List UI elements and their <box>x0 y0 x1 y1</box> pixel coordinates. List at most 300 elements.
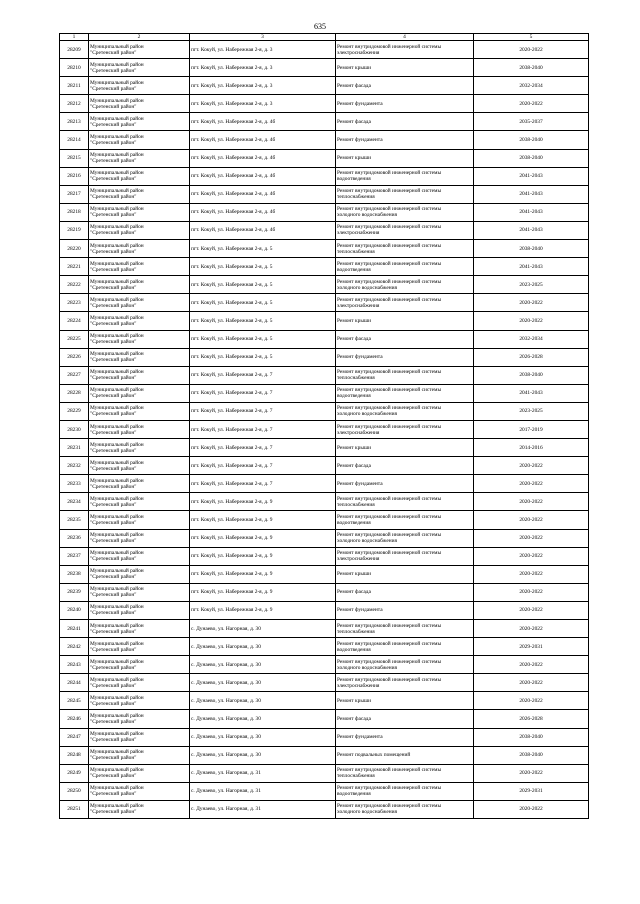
row-number-cell: 28242 <box>60 638 89 656</box>
municipality-cell <box>89 131 190 149</box>
address-cell: пгт. Кокуй, ул. Набережная 2-я, д. 9 <box>190 511 336 529</box>
municipality-cell <box>89 457 190 475</box>
municipality-cell <box>89 638 190 656</box>
period-cell: 2032-2034 <box>474 330 589 348</box>
work-type-cell <box>336 583 474 601</box>
municipality-line: Муниципальный район <box>90 206 144 213</box>
work-type-line: холодного водоснабжения <box>337 284 397 291</box>
work-type-line: электроснабжения <box>337 49 380 56</box>
row-number-cell: 28232 <box>60 457 89 475</box>
row-number-cell: 28217 <box>60 185 89 203</box>
work-type-line: Ремонт внутридомовой инженерной системы <box>337 622 442 629</box>
table-row <box>60 149 589 167</box>
municipality-line: "Сретенский район" <box>90 284 137 291</box>
row-number-cell: 28229 <box>60 402 89 420</box>
work-type-line: Ремонт фасада <box>337 82 371 89</box>
table-row <box>60 583 589 601</box>
work-type-cell <box>336 41 474 59</box>
period-cell: 2020-2022 <box>474 764 589 782</box>
table-row <box>60 764 589 782</box>
row-number-cell: 28215 <box>60 149 89 167</box>
period-cell: 2017-2019 <box>474 420 589 438</box>
work-type-cell <box>336 656 474 674</box>
work-type-line: теплоснабжения <box>337 375 375 382</box>
table-row <box>60 674 589 692</box>
municipality-line: "Сретенский район" <box>90 501 137 508</box>
table-row <box>60 620 589 638</box>
table-row <box>60 782 589 800</box>
table-row <box>60 728 589 746</box>
address-cell: пгт. Кокуй, ул. Набережная 2-я, д. 7 <box>190 420 336 438</box>
work-type-line: водоотведения <box>337 791 371 798</box>
municipality-cell <box>89 77 190 95</box>
table-row <box>60 529 589 547</box>
address-cell: пгт. Кокуй, ул. Набережная 2-я, д. 7 <box>190 457 336 475</box>
period-cell: 2020-2022 <box>474 620 589 638</box>
municipality-cell <box>89 384 190 402</box>
row-number-cell: 28249 <box>60 764 89 782</box>
table-row <box>60 511 589 529</box>
work-type-line: Ремонт внутридомовой инженерной системы <box>337 532 442 539</box>
municipality-line: "Сретенский район" <box>90 248 137 255</box>
municipality-line: "Сретенский район" <box>90 737 137 744</box>
municipality-line: "Сретенский район" <box>90 212 137 219</box>
table-row <box>60 59 589 77</box>
municipality-line: Муниципальный район <box>90 314 144 321</box>
work-type-cell <box>336 348 474 366</box>
table-row <box>60 312 589 330</box>
municipality-line: Муниципальный район <box>90 369 144 376</box>
municipality-cell <box>89 746 190 764</box>
address-cell: пгт. Кокуй, ул. Набережная 2-я, д. 5 <box>190 276 336 294</box>
address-cell: пгт. Кокуй, ул. Набережная 2-я, д. 4б <box>190 113 336 131</box>
work-type-line: Ремонт фундамента <box>337 354 383 361</box>
municipality-cell <box>89 366 190 384</box>
work-type-line: Ремонт внутридомовой инженерной системы <box>337 188 442 195</box>
work-type-cell <box>336 746 474 764</box>
municipality-line: "Сретенский район" <box>90 610 137 617</box>
period-cell: 2020-2022 <box>474 41 589 59</box>
row-number-cell: 28224 <box>60 312 89 330</box>
municipality-cell <box>89 185 190 203</box>
municipality-cell <box>89 710 190 728</box>
work-type-line: Ремонт внутридомовой инженерной системы <box>337 278 442 285</box>
table-row <box>60 258 589 276</box>
work-type-cell <box>336 674 474 692</box>
municipality-line: Муниципальный район <box>90 296 144 303</box>
work-type-cell <box>336 529 474 547</box>
period-cell: 2038-2040 <box>474 131 589 149</box>
work-type-line: электроснабжения <box>337 556 380 563</box>
work-type-line: Ремонт внутридомовой инженерной системы <box>337 785 442 792</box>
work-type-line: Ремонт внутридомовой инженерной системы <box>337 676 442 683</box>
table-row <box>60 167 589 185</box>
period-cell: 2041-2043 <box>474 167 589 185</box>
address-cell: пгт. Кокуй, ул. Набережная 2-я, д. 9 <box>190 601 336 619</box>
period-cell: 2041-2043 <box>474 185 589 203</box>
row-number-cell: 28222 <box>60 276 89 294</box>
municipality-line: Муниципальный район <box>90 676 144 683</box>
table-row <box>60 240 589 258</box>
municipality-cell <box>89 728 190 746</box>
period-cell: 2020-2022 <box>474 656 589 674</box>
municipality-line: "Сретенский район" <box>90 465 137 472</box>
period-cell: 2020-2022 <box>474 294 589 312</box>
period-cell: 2020-2022 <box>474 565 589 583</box>
work-type-line: холодного водоснабжения <box>337 538 397 545</box>
municipality-line: "Сретенский район" <box>90 664 137 671</box>
address-cell: пгт. Кокуй, ул. Набережная 2-я, д. 7 <box>190 439 336 457</box>
work-type-cell <box>336 203 474 221</box>
row-number-cell: 28220 <box>60 240 89 258</box>
table-row <box>60 185 589 203</box>
period-cell: 2029-2031 <box>474 782 589 800</box>
period-cell: 2041-2043 <box>474 258 589 276</box>
municipality-line: "Сретенский район" <box>90 447 137 454</box>
municipality-line: Муниципальный район <box>90 550 144 557</box>
period-cell: 2038-2040 <box>474 728 589 746</box>
work-type-line: водоотведения <box>337 646 371 653</box>
municipality-cell <box>89 800 190 818</box>
row-number-cell: 28235 <box>60 511 89 529</box>
municipality-line: Муниципальный район <box>90 278 144 285</box>
municipality-line: Муниципальный район <box>90 242 144 249</box>
work-type-line: теплоснабжения <box>337 628 375 635</box>
row-number-cell: 28216 <box>60 167 89 185</box>
address-cell: пгт. Кокуй, ул. Набережная 2-я, д. 7 <box>190 366 336 384</box>
address-cell: пгт. Кокуй, ул. Набережная 2-я, д. 7 <box>190 402 336 420</box>
work-type-line: Ремонт внутридомовой инженерной системы <box>337 640 442 647</box>
municipality-line: "Сретенский район" <box>90 194 137 201</box>
address-cell: пгт. Кокуй, ул. Набережная 2-я, д. 4б <box>190 131 336 149</box>
municipality-line: "Сретенский район" <box>90 574 137 581</box>
municipality-cell <box>89 149 190 167</box>
address-cell: с. Дунаево, ул. Нагорная, д. 30 <box>190 620 336 638</box>
work-type-line: Ремонт фундамента <box>337 100 383 107</box>
work-type-cell <box>336 294 474 312</box>
period-cell: 2020-2022 <box>474 312 589 330</box>
table-row <box>60 638 589 656</box>
municipality-line: "Сретенский район" <box>90 755 137 762</box>
row-number-cell: 28243 <box>60 656 89 674</box>
table-row <box>60 330 589 348</box>
municipality-cell <box>89 547 190 565</box>
row-number-cell: 28233 <box>60 475 89 493</box>
column-header-1: 1 <box>60 34 89 41</box>
work-type-line: водоотведения <box>337 176 371 183</box>
row-number-cell: 28221 <box>60 258 89 276</box>
table-row <box>60 565 589 583</box>
municipality-line: Муниципальный район <box>90 459 144 466</box>
municipality-line: "Сретенский район" <box>90 49 137 56</box>
work-type-cell <box>336 167 474 185</box>
municipality-cell <box>89 59 190 77</box>
row-number-cell: 28228 <box>60 384 89 402</box>
municipality-line: Муниципальный район <box>90 115 144 122</box>
period-cell: 2038-2040 <box>474 366 589 384</box>
work-type-cell <box>336 493 474 511</box>
municipality-line: Муниципальный район <box>90 152 144 159</box>
municipality-cell <box>89 167 190 185</box>
table-row <box>60 746 589 764</box>
municipality-line: Муниципальный район <box>90 387 144 394</box>
work-type-line: холодного водоснабжения <box>337 212 397 219</box>
municipality-line: Муниципальный район <box>90 694 144 701</box>
work-type-line: Ремонт внутридомовой инженерной системы <box>337 423 442 430</box>
period-cell: 2026-2028 <box>474 348 589 366</box>
address-cell: пгт. Кокуй, ул. Набережная 2-я, д. 9 <box>190 529 336 547</box>
municipality-line: "Сретенский район" <box>90 791 137 798</box>
municipality-line: Муниципальный район <box>90 441 144 448</box>
row-number-cell: 28241 <box>60 620 89 638</box>
work-type-line: Ремонт внутридомовой инженерной системы <box>337 224 442 231</box>
period-cell: 2038-2040 <box>474 149 589 167</box>
work-type-cell <box>336 95 474 113</box>
address-cell: с. Дунаево, ул. Нагорная, д. 31 <box>190 764 336 782</box>
municipality-cell <box>89 420 190 438</box>
municipality-line: Муниципальный район <box>90 170 144 177</box>
municipality-line: Муниципальный район <box>90 260 144 267</box>
work-type-line: Ремонт внутридомовой инженерной системы <box>337 495 442 502</box>
address-cell: с. Дунаево, ул. Нагорная, д. 30 <box>190 746 336 764</box>
row-number-cell: 28251 <box>60 800 89 818</box>
municipality-cell <box>89 620 190 638</box>
work-type-line: Ремонт фасада <box>337 336 371 343</box>
municipality-line: Муниципальный район <box>90 586 144 593</box>
municipality-cell <box>89 221 190 239</box>
work-type-cell <box>336 620 474 638</box>
municipality-line: "Сретенский район" <box>90 538 137 545</box>
period-cell: 2020-2022 <box>474 475 589 493</box>
address-cell: пгт. Кокуй, ул. Набережная 2-я, д. 3 <box>190 77 336 95</box>
row-number-cell: 28238 <box>60 565 89 583</box>
municipality-cell <box>89 692 190 710</box>
address-cell: пгт. Кокуй, ул. Набережная 2-я, д. 4б <box>190 167 336 185</box>
work-type-line: Ремонт фундамента <box>337 607 383 614</box>
column-header-5: 5 <box>474 34 589 41</box>
work-type-line: Ремонт фасада <box>337 118 371 125</box>
municipality-cell <box>89 41 190 59</box>
municipality-line: "Сретенский район" <box>90 67 137 74</box>
work-type-line: Ремонт крыши <box>337 697 371 704</box>
work-type-line: Ремонт фундамента <box>337 137 383 144</box>
table-row <box>60 457 589 475</box>
work-type-line: Ремонт внутридомовой инженерной системы <box>337 170 442 177</box>
municipality-cell <box>89 294 190 312</box>
period-cell: 2020-2022 <box>474 493 589 511</box>
address-cell: пгт. Кокуй, ул. Набережная 2-я, д. 3 <box>190 95 336 113</box>
municipality-line: "Сретенский район" <box>90 158 137 165</box>
work-type-line: холодного водоснабжения <box>337 809 397 816</box>
work-type-line: Ремонт крыши <box>337 571 371 578</box>
work-type-line: Ремонт внутридомовой инженерной системы <box>337 803 442 810</box>
municipality-line: Муниципальный район <box>90 333 144 340</box>
municipality-cell <box>89 203 190 221</box>
work-type-line: теплоснабжения <box>337 501 375 508</box>
work-type-cell <box>336 764 474 782</box>
work-type-cell <box>336 728 474 746</box>
row-number-cell: 28244 <box>60 674 89 692</box>
municipality-cell <box>89 764 190 782</box>
table-row <box>60 113 589 131</box>
period-cell: 2041-2043 <box>474 221 589 239</box>
work-type-cell <box>336 638 474 656</box>
work-type-line: водоотведения <box>337 519 371 526</box>
municipality-line: "Сретенский район" <box>90 700 137 707</box>
row-number-cell: 28230 <box>60 420 89 438</box>
period-cell: 2038-2040 <box>474 59 589 77</box>
municipality-line: "Сретенский район" <box>90 429 137 436</box>
municipality-line: "Сретенский район" <box>90 266 137 273</box>
work-type-cell <box>336 366 474 384</box>
work-type-cell <box>336 240 474 258</box>
row-number-cell: 28210 <box>60 59 89 77</box>
work-type-line: Ремонт внутридомовой инженерной системы <box>337 369 442 376</box>
municipality-cell <box>89 782 190 800</box>
municipality-line: Муниципальный район <box>90 351 144 358</box>
capital-repair-table <box>59 33 589 819</box>
municipality-line: Муниципальный район <box>90 749 144 756</box>
work-type-cell <box>336 384 474 402</box>
work-type-line: Ремонт крыши <box>337 155 371 162</box>
municipality-line: Муниципальный район <box>90 785 144 792</box>
municipality-line: Муниципальный район <box>90 513 144 520</box>
work-type-cell <box>336 113 474 131</box>
work-type-line: холодного водоснабжения <box>337 664 397 671</box>
municipality-line: Муниципальный район <box>90 224 144 231</box>
page-number: 635 <box>314 22 326 31</box>
municipality-line: Муниципальный район <box>90 405 144 412</box>
work-type-cell <box>336 402 474 420</box>
address-cell: с. Дунаево, ул. Нагорная, д. 30 <box>190 638 336 656</box>
work-type-line: Ремонт внутридомовой инженерной системы <box>337 296 442 303</box>
row-number-cell: 28225 <box>60 330 89 348</box>
municipality-line: "Сретенский район" <box>90 103 137 110</box>
work-type-cell <box>336 312 474 330</box>
row-number-cell: 28231 <box>60 439 89 457</box>
address-cell: пгт. Кокуй, ул. Набережная 2-я, д. 9 <box>190 493 336 511</box>
work-type-line: Ремонт крыши <box>337 444 371 451</box>
municipality-line: "Сретенский район" <box>90 140 137 147</box>
table-row <box>60 800 589 818</box>
municipality-line: "Сретенский район" <box>90 556 137 563</box>
period-cell: 2020-2022 <box>474 674 589 692</box>
work-type-cell <box>336 276 474 294</box>
period-cell: 2029-2031 <box>474 638 589 656</box>
table-body <box>60 41 589 819</box>
address-cell: пгт. Кокуй, ул. Набережная 2-я, д. 3 <box>190 41 336 59</box>
municipality-line: "Сретенский район" <box>90 230 137 237</box>
address-cell: с. Дунаево, ул. Нагорная, д. 30 <box>190 728 336 746</box>
period-cell: 2035-2037 <box>474 113 589 131</box>
address-cell: пгт. Кокуй, ул. Набережная 2-я, д. 3 <box>190 59 336 77</box>
municipality-line: Муниципальный район <box>90 713 144 720</box>
municipality-cell <box>89 583 190 601</box>
work-type-line: Ремонт подвальных помещений <box>337 752 411 759</box>
row-number-cell: 28246 <box>60 710 89 728</box>
table-row <box>60 203 589 221</box>
work-type-cell <box>336 457 474 475</box>
table-row <box>60 348 589 366</box>
municipality-line: Муниципальный район <box>90 134 144 141</box>
period-cell: 2014-2016 <box>474 439 589 457</box>
municipality-line: Муниципальный район <box>90 477 144 484</box>
municipality-line: "Сретенский район" <box>90 320 137 327</box>
row-number-cell: 28209 <box>60 41 89 59</box>
municipality-line: "Сретенский район" <box>90 483 137 490</box>
work-type-cell <box>336 439 474 457</box>
table-row <box>60 276 589 294</box>
municipality-line: "Сретенский район" <box>90 302 137 309</box>
municipality-line: Муниципальный район <box>90 61 144 68</box>
address-cell: пгт. Кокуй, ул. Набережная 2-я, д. 4б <box>190 221 336 239</box>
work-type-cell <box>336 601 474 619</box>
municipality-line: "Сретенский район" <box>90 809 137 816</box>
row-number-cell: 28250 <box>60 782 89 800</box>
address-cell: пгт. Кокуй, ул. Набережная 2-я, д. 5 <box>190 348 336 366</box>
table-row <box>60 692 589 710</box>
address-cell: пгт. Кокуй, ул. Набережная 2-я, д. 5 <box>190 312 336 330</box>
row-number-cell: 28227 <box>60 366 89 384</box>
table-row <box>60 547 589 565</box>
period-cell: 2026-2028 <box>474 710 589 728</box>
municipality-cell <box>89 565 190 583</box>
period-cell: 2032-2034 <box>474 77 589 95</box>
municipality-line: Муниципальный район <box>90 604 144 611</box>
work-type-line: Ремонт крыши <box>337 317 371 324</box>
work-type-line: Ремонт фундамента <box>337 734 383 741</box>
work-type-cell <box>336 710 474 728</box>
row-number-cell: 28234 <box>60 493 89 511</box>
municipality-cell <box>89 529 190 547</box>
work-type-cell <box>336 475 474 493</box>
period-cell: 2038-2040 <box>474 240 589 258</box>
municipality-line: Муниципальный район <box>90 43 144 50</box>
period-cell: 2020-2022 <box>474 583 589 601</box>
work-type-line: Ремонт внутридомовой инженерной системы <box>337 405 442 412</box>
table-row <box>60 402 589 420</box>
municipality-cell <box>89 276 190 294</box>
work-type-line: электроснабжения <box>337 429 380 436</box>
work-type-line: Ремонт внутридомовой инженерной системы <box>337 242 442 249</box>
table-row <box>60 77 589 95</box>
work-type-line: теплоснабжения <box>337 248 375 255</box>
municipality-line: Муниципальный район <box>90 79 144 86</box>
municipality-line: "Сретенский район" <box>90 773 137 780</box>
work-type-line: теплоснабжения <box>337 194 375 201</box>
row-number-cell: 28213 <box>60 113 89 131</box>
municipality-line: Муниципальный район <box>90 495 144 502</box>
row-number-cell: 28211 <box>60 77 89 95</box>
period-cell: 2041-2043 <box>474 384 589 402</box>
municipality-cell <box>89 656 190 674</box>
municipality-line: Муниципальный район <box>90 423 144 430</box>
work-type-cell <box>336 782 474 800</box>
municipality-cell <box>89 601 190 619</box>
work-type-line: Ремонт фасада <box>337 716 371 723</box>
address-cell: с. Дунаево, ул. Нагорная, д. 30 <box>190 674 336 692</box>
row-number-cell: 28226 <box>60 348 89 366</box>
work-type-cell <box>336 185 474 203</box>
work-type-cell <box>336 565 474 583</box>
table-row <box>60 710 589 728</box>
municipality-line: Муниципальный район <box>90 622 144 629</box>
table-row <box>60 221 589 239</box>
municipality-line: "Сретенский район" <box>90 393 137 400</box>
municipality-line: Муниципальный район <box>90 568 144 575</box>
work-type-cell <box>336 131 474 149</box>
work-type-line: теплоснабжения <box>337 773 375 780</box>
